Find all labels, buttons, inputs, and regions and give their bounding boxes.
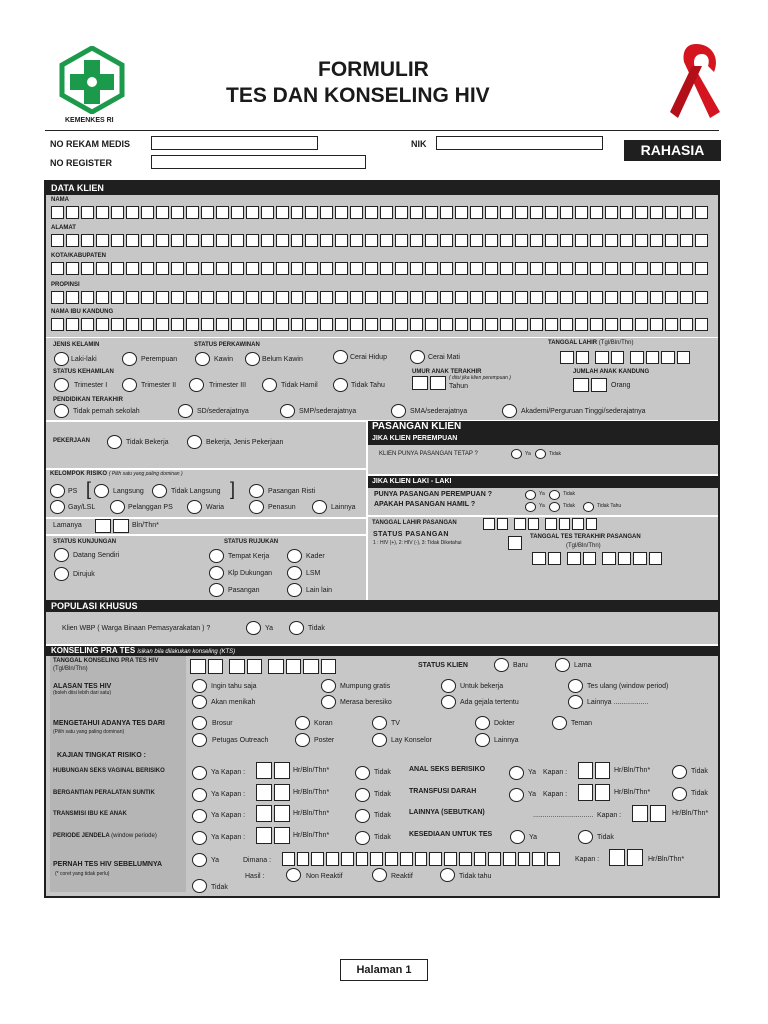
no-register-label: NO REGISTER <box>50 158 113 168</box>
dimana-boxes[interactable] <box>282 852 560 866</box>
risk-ya-radio-0[interactable] <box>192 766 207 780</box>
klp-text: Klp Dukungan <box>228 570 272 577</box>
m5-text: Teman <box>571 720 593 727</box>
waria-radio[interactable] <box>187 500 202 514</box>
alasan-note: (boleh diisi lebih dari satu) <box>53 690 112 696</box>
tahu-note: (Pilih satu yang paling dominan) <box>53 729 125 735</box>
form-subtitle: TES DAN KONSELING HIV <box>226 84 490 107</box>
m4-radio[interactable] <box>475 716 490 730</box>
risk-ya-kapan-0: Ya Kapan : <box>211 769 246 776</box>
tgl-konseling-boxes[interactable] <box>190 659 336 674</box>
kawin-radio[interactable] <box>195 352 210 366</box>
apakah-tidak-radio[interactable] <box>549 502 560 512</box>
a5-text: Akan menikah <box>211 699 256 706</box>
jumlah-anak-label: JUMLAH ANAK KANDUNG <box>573 369 650 375</box>
ibu-label: NAMA IBU KANDUNG <box>51 309 114 315</box>
p3-text: SMP/sederajatnya <box>299 408 357 415</box>
risk-right-label-2: LAINNYA (SEBUTKAN) <box>409 809 485 816</box>
tgl-lahir-boxes[interactable] <box>560 351 690 364</box>
pasangan-laki-bar: JIKA KLIEN LAKI - LAKI <box>368 476 718 488</box>
risk-tidak-text-2: Tidak <box>374 812 391 819</box>
wbp-tidak-text: Tidak <box>308 625 325 632</box>
laki-text: Laki-laki <box>71 356 97 363</box>
wbp-text: Klien WBP ( Warga Binaan Pemasyarakatan ) ? <box>62 625 211 632</box>
kunjungan-label: STATUS KUNJUNGAN <box>53 539 117 545</box>
m7-text: Poster <box>314 737 335 744</box>
a2-text: Mumpung gratis <box>340 683 391 690</box>
alamat-label: ALAMAT <box>51 225 76 231</box>
tidak-tahu-text: Tidak Tahu <box>351 382 385 389</box>
nama-label: NAMA <box>51 197 69 203</box>
kesediaan-tidak-radio[interactable] <box>578 830 593 844</box>
kader-text: Kader <box>306 553 325 560</box>
langsung-radio[interactable] <box>94 484 109 498</box>
apakah-tidak-text: Tidak <box>563 503 576 509</box>
status-pasangan-note: 1 : HIV (+), 2: HIV (-), 3: Tidak Diketahui <box>373 540 462 546</box>
dirujuk-text: Dirujuk <box>73 571 95 578</box>
baru-text: Baru <box>513 662 528 669</box>
p5-radio[interactable] <box>502 404 517 418</box>
tgl-lahir-pasangan-boxes[interactable] <box>483 518 597 530</box>
form-title: FORMULIR <box>318 58 429 81</box>
right-tidak-text-0: Tidak <box>691 768 708 775</box>
tetap-ya-text: Ya <box>525 451 531 457</box>
pelanggan-radio[interactable] <box>110 500 125 514</box>
pasangan-text: Pasangan <box>228 587 260 594</box>
right-date-boxes-1[interactable] <box>578 784 610 801</box>
pernah-tidak-radio[interactable] <box>192 879 207 893</box>
right-tidak-text-1: Tidak <box>691 790 708 797</box>
lsm-text: LSM <box>306 570 321 577</box>
risk-hbt-3: Hr/Bln/Thn* <box>293 832 330 839</box>
a3-text: Untuk bekerja <box>460 683 504 690</box>
lainnya-kapan: Kapan : <box>597 812 622 819</box>
tidak-tahu-hasil-radio[interactable] <box>440 868 455 882</box>
m2-radio[interactable] <box>295 716 310 730</box>
tahu-label: MENGETAHUI ADANYA TES DARI <box>53 720 165 727</box>
risk-tidak-radio-2[interactable] <box>355 809 370 823</box>
tidak-hamil-text: Tidak Hamil <box>281 382 318 389</box>
right-hbt-0: Hr/Bln/Thn* <box>614 767 651 774</box>
ps-radio[interactable] <box>50 484 65 498</box>
risk-ya-radio-1[interactable] <box>192 788 207 802</box>
tetap-tidak-radio[interactable] <box>535 449 546 459</box>
risk-tidak-text-3: Tidak <box>374 834 391 841</box>
risk-ya-kapan-3: Ya Kapan : <box>211 834 246 841</box>
tgl-konseling-label: TANGGAL KONSELING PRA TES HIV <box>53 658 159 664</box>
risk-ya-kapan-2: Ya Kapan : <box>211 812 246 819</box>
right-ya-text-1: Ya <box>528 791 537 798</box>
tri2-radio[interactable] <box>122 378 137 392</box>
a3-radio[interactable] <box>441 679 456 693</box>
populasi-bar: POPULASI KHUSUS <box>46 600 718 612</box>
pasangan-perempuan-bar: JIKA KLIEN PEREMPUAN <box>368 433 718 445</box>
kemenkes-logo <box>58 46 126 114</box>
nonreaktif-text: Non Reaktif <box>306 873 343 880</box>
risk-ya-radio-3[interactable] <box>192 831 207 845</box>
bln-thn-text: Bln/Thn* <box>132 522 159 529</box>
reaktif-radio[interactable] <box>372 868 387 882</box>
a7-text: Ada gejala tertentu <box>460 699 519 706</box>
lainnya-dots: ............................... <box>533 812 594 819</box>
right-date-boxes-0[interactable] <box>578 762 610 779</box>
m5-radio[interactable] <box>552 716 567 730</box>
a4-text: Tes ulang (window period) <box>587 683 669 690</box>
tgl-lahir-pasangan-label: TANGGAL LAHIR PASANGAN <box>372 520 457 526</box>
pasangan-radio[interactable] <box>209 583 224 597</box>
punya-text: PUNYA PASANGAN PEREMPUAN ? <box>374 491 492 498</box>
lainnya-hbt: Hr/Bln/Thn* <box>672 810 709 817</box>
kader-radio[interactable] <box>287 549 302 563</box>
pernah-kapan-boxes[interactable] <box>609 849 643 866</box>
tidak-tahu-hasil-text: Tidak tahu <box>459 873 492 880</box>
status-pasangan-label: STATUS PASANGAN <box>373 531 449 538</box>
pernah-hbt-text: Hr/Bln/Thn* <box>648 856 685 863</box>
a7-radio[interactable] <box>441 695 456 709</box>
punya-ya-text: Ya <box>539 491 545 497</box>
apakah-text: APAKAH PASANGAN HAMIL ? <box>374 501 476 508</box>
wbp-ya-text: Ya <box>265 625 274 632</box>
data-klien-bar: DATA KLIEN <box>46 182 718 195</box>
pernah-kapan-text: Kapan : <box>575 856 600 863</box>
klp-radio[interactable] <box>209 566 224 580</box>
cerai-mati-radio[interactable] <box>410 350 425 364</box>
nonreaktif-radio[interactable] <box>286 868 301 882</box>
org-name: KEMENKES RI <box>65 117 114 124</box>
tgl-konseling-fmt: (Tgl/Bln/Thn) <box>53 666 88 672</box>
bracket-right: ] <box>230 479 236 499</box>
ps-text: PS <box>68 488 78 495</box>
nik-field[interactable] <box>436 136 603 150</box>
status-pasangan-box[interactable] <box>508 536 522 550</box>
pernah-label: PERNAH TES HIV SEBELUMNYA <box>53 861 163 868</box>
pendidikan-label: PENDIDIKAN TERAKHIR <box>53 397 124 403</box>
tetap-ya-radio[interactable] <box>511 449 522 459</box>
p1-text: Tidak pernah sekolah <box>73 408 140 415</box>
langsung-text: Langsung <box>113 488 144 495</box>
tri1-radio[interactable] <box>54 378 69 392</box>
pelanggan-text: Pelanggan PS <box>128 504 173 511</box>
belum-kawin-radio[interactable] <box>245 352 260 366</box>
risk-right-label-1: TRANSFUSI DARAH <box>409 788 477 795</box>
cerai-hidup-text: Cerai Hidup <box>350 354 387 361</box>
right-tidak-radio-0[interactable] <box>672 765 687 779</box>
datang-radio[interactable] <box>54 548 69 562</box>
right-hbt-1: Hr/Bln/Thn* <box>614 789 651 796</box>
risk-row-label-0: HUBUNGAN SEKS VAGINAL BERISIKO <box>53 768 165 774</box>
right-ya-text-0: Ya <box>528 769 537 776</box>
sp-label: STATUS PERKAWINAN <box>194 342 260 348</box>
jk-label: JENIS KELAMIN <box>53 342 100 348</box>
pasangan-risti-radio[interactable] <box>249 484 264 498</box>
no-register-field[interactable] <box>151 155 366 169</box>
tgl-tes-boxes[interactable] <box>532 552 662 565</box>
pasangan-bar: PASANGAN KLIEN <box>368 421 718 433</box>
pernah-ya-radio[interactable] <box>192 853 207 867</box>
p2-text: SD/sederajatnya <box>197 408 249 415</box>
tidak-langsung-text: Tidak Langsung <box>171 488 221 495</box>
propinsi-label: PROPINSI <box>51 282 80 288</box>
tgl-tes-label: TANGGAL TES TERAKHIR PASANGAN <box>530 534 641 540</box>
lamanya-boxes[interactable] <box>95 519 129 533</box>
risk-hbt-0: Hr/Bln/Thn* <box>293 767 330 774</box>
m6-radio[interactable] <box>192 733 207 747</box>
no-rekam-medis-label: NO REKAM MEDIS <box>50 139 131 149</box>
kajian-label: KAJIAN TINGKAT RISIKO : <box>57 752 146 759</box>
a8-text: Lainnya .................. <box>587 699 649 706</box>
m1-radio[interactable] <box>192 716 207 730</box>
tri3-text: Trimester III <box>209 382 247 389</box>
m9-radio[interactable] <box>475 733 490 747</box>
bekerja-text: Bekerja, Jenis Pekerjaan <box>206 439 284 446</box>
reaktif-text: Reaktif <box>391 873 413 880</box>
m3-text: TV <box>391 720 400 727</box>
pernah-tidak-text: Tidak <box>211 884 228 891</box>
lama-text: Lama <box>574 662 592 669</box>
bekerja-radio[interactable] <box>187 435 202 449</box>
risk-ya-radio-2[interactable] <box>192 809 207 823</box>
header-rule <box>45 130 719 131</box>
p2-radio[interactable] <box>178 404 193 418</box>
ibu-boxes[interactable] <box>51 318 708 331</box>
m3-radio[interactable] <box>372 716 387 730</box>
risk-tidak-radio-0[interactable] <box>355 766 370 780</box>
no-rekam-medis-field[interactable] <box>151 136 318 150</box>
a1-radio[interactable] <box>192 679 207 693</box>
m8-text: Lay Konselor <box>391 737 432 744</box>
tetap-text: KLIEN PUNYA PASANGAN TETAP ? <box>379 451 478 457</box>
risk-right-label-0: ANAL SEKS BERISIKO <box>409 766 486 773</box>
lain-radio[interactable] <box>287 583 302 597</box>
hasil-text: Hasil : <box>245 873 265 880</box>
apakah-ya-text: Ya <box>539 503 545 509</box>
lainnya-radio[interactable] <box>312 500 327 514</box>
penasun-radio[interactable] <box>249 500 264 514</box>
kota-label: KOTA/KABUPATEN <box>51 253 106 259</box>
punya-ya-radio[interactable] <box>525 490 536 500</box>
alasan-label: ALASAN TES HIV <box>53 683 112 690</box>
orang-text: Orang <box>611 382 631 389</box>
p5-text: Akademi/Perguruan Tinggi/sederajatnya <box>521 408 646 415</box>
nama-boxes[interactable] <box>51 206 708 219</box>
umur-anak-label: UMUR ANAK TERAKHIR <box>412 369 482 375</box>
risk-tidak-radio-1[interactable] <box>355 788 370 802</box>
p4-text: SMA/sederajatnya <box>410 408 468 415</box>
penasun-text: Penasun <box>268 504 296 511</box>
p3-radio[interactable] <box>280 404 295 418</box>
risk-right-label-3: KESEDIAAN UNTUK TES <box>409 831 493 838</box>
kawin-text: Kawin <box>214 356 234 363</box>
lsm-radio[interactable] <box>287 566 302 580</box>
konseling-bar: KONSELING PRA TES isikan bila dilakukan konseling (KTS) <box>46 646 718 656</box>
tempat-radio[interactable] <box>209 549 224 563</box>
kota-boxes[interactable] <box>51 262 708 275</box>
kesediaan-ya-text: Ya <box>529 834 538 841</box>
risk-date-boxes-3[interactable] <box>256 827 290 844</box>
umur-anak-boxes[interactable] <box>412 376 446 390</box>
confidential-badge: RAHASIA <box>624 140 721 161</box>
risk-tidak-radio-3[interactable] <box>355 831 370 845</box>
belum-kawin-text: Belum Kawin <box>262 356 303 363</box>
p1-radio[interactable] <box>54 404 69 418</box>
umur-anak-note: ( diisi jika klien perempuan ) <box>449 375 511 381</box>
right-tidak-radio-1[interactable] <box>672 787 687 801</box>
a1-text: Ingin tahu saja <box>211 683 257 690</box>
tri2-text: Trimester II <box>141 382 177 389</box>
m4-text: Dokter <box>494 720 515 727</box>
a6-radio[interactable] <box>321 695 336 709</box>
perempuan-radio[interactable] <box>122 352 137 366</box>
kesediaan-ya-radio[interactable] <box>510 830 525 844</box>
divider <box>46 337 718 338</box>
tri3-radio[interactable] <box>189 378 204 392</box>
apakah-tidak-tahu-radio[interactable] <box>583 502 594 512</box>
cerai-hidup-radio[interactable] <box>333 350 348 364</box>
tgl-lahir-label: TANGGAL LAHIR (Tgl/Bln/Thn) <box>548 340 634 346</box>
dirujuk-radio[interactable] <box>54 567 69 581</box>
risk-date-boxes-1[interactable] <box>256 784 290 801</box>
m2-text: Koran <box>314 720 333 727</box>
tgl-tes-fmt: (Tgl/Bln/Thn) <box>566 543 601 549</box>
right-kapan-1: Kapan : <box>543 791 568 798</box>
laki-radio[interactable] <box>54 352 69 366</box>
tempat-text: Tempat Kerja <box>228 553 270 560</box>
m9-text: Lainnya <box>494 737 519 744</box>
waria-text: Waria <box>206 504 225 511</box>
alamat-boxes[interactable] <box>51 234 708 247</box>
apakah-ya-radio[interactable] <box>525 502 536 512</box>
risk-hbt-1: Hr/Bln/Thn* <box>293 789 330 796</box>
gay-text: Gay/LSL <box>68 504 96 511</box>
tidak-bekerja-text: Tidak Bekerja <box>126 439 169 446</box>
punya-tidak-radio[interactable] <box>549 490 560 500</box>
right-kapan-0: Kapan : <box>543 769 568 776</box>
lama-radio[interactable] <box>555 658 570 672</box>
lainnya-text: Lainnya <box>331 504 356 511</box>
bracket-left: [ <box>86 479 92 499</box>
tri1-text: Trimester I <box>74 382 108 389</box>
tidak-bekerja-radio[interactable] <box>107 435 122 449</box>
tetap-tidak-text: Tidak <box>549 451 562 457</box>
a6-text: Merasa beresiko <box>340 699 392 706</box>
risk-row-label-3: PERIODE JENDELA (window periode) <box>53 833 157 839</box>
right-ya-radio-0[interactable] <box>509 766 524 780</box>
risk-date-boxes-2[interactable] <box>256 805 290 822</box>
hamil-label: STATUS KEHAMILAN <box>53 369 114 375</box>
risiko-label: KELOMPOK RISIKO ( Pilih satu yang paling dominan ) <box>50 471 183 477</box>
status-klien-label: STATUS KLIEN <box>418 662 468 669</box>
a5-radio[interactable] <box>192 695 207 709</box>
pernah-note: (* coret yang tidak perlu) <box>55 871 110 877</box>
right-ya-radio-1[interactable] <box>509 788 524 802</box>
rujukan-label: STATUS RUJUKAN <box>224 539 279 545</box>
jumlah-anak-boxes[interactable] <box>573 378 607 392</box>
lamanya-panel <box>46 519 366 534</box>
m8-radio[interactable] <box>372 733 387 747</box>
gay-radio[interactable] <box>50 500 65 514</box>
wbp-tidak-radio[interactable] <box>289 621 304 635</box>
lain-text: Lain lain <box>306 587 333 594</box>
dimana-text: Dimana : <box>243 857 272 864</box>
lainnya-date-boxes[interactable] <box>632 805 666 822</box>
wbp-ya-radio[interactable] <box>246 621 261 635</box>
risk-tidak-text-0: Tidak <box>374 769 391 776</box>
nik-label: NIK <box>411 139 427 149</box>
baru-radio[interactable] <box>494 658 509 672</box>
tidak-hamil-radio[interactable] <box>262 378 277 392</box>
cerai-mati-text: Cerai Mati <box>428 354 460 361</box>
p4-radio[interactable] <box>391 404 406 418</box>
risk-row-label-2: TRANSMISI IBU KE ANAK <box>53 811 127 817</box>
a4-radio[interactable] <box>568 679 583 693</box>
m1-text: Brosur <box>212 720 233 727</box>
red-ribbon-icon <box>668 40 724 124</box>
risk-tidak-text-1: Tidak <box>374 791 391 798</box>
risk-ya-kapan-1: Ya Kapan : <box>211 791 246 798</box>
m6-text: Petugas Outreach <box>212 737 269 744</box>
a8-radio[interactable] <box>568 695 583 709</box>
lamanya-text: Lamanya <box>53 522 82 529</box>
datang-text: Datang Sendiri <box>73 552 120 559</box>
perempuan-text: Perempuan <box>141 356 178 363</box>
a2-radio[interactable] <box>321 679 336 693</box>
tahun-text: Tahun <box>449 383 469 390</box>
kesediaan-tidak-text: Tidak <box>597 834 614 841</box>
risk-hbt-2: Hr/Bln/Thn* <box>293 810 330 817</box>
apakah-tidak-tahu-text: Tidak Tahu <box>597 503 622 509</box>
propinsi-boxes[interactable] <box>51 291 708 304</box>
page-number: Halaman 1 <box>340 959 428 981</box>
pekerjaan-label: PEKERJAAN <box>53 438 91 444</box>
tidak-tahu-radio[interactable] <box>333 378 348 392</box>
risk-row-label-1: BERGANTIAN PERALATAN SUNTIK <box>53 790 155 796</box>
pasangan-risti-text: Pasangan Risti <box>268 488 316 495</box>
punya-tidak-text: Tidak <box>563 491 576 497</box>
risk-date-boxes-0[interactable] <box>256 762 290 779</box>
tidak-langsung-radio[interactable] <box>152 484 167 498</box>
pernah-ya-text: Ya <box>211 857 220 864</box>
m7-radio[interactable] <box>295 733 310 747</box>
